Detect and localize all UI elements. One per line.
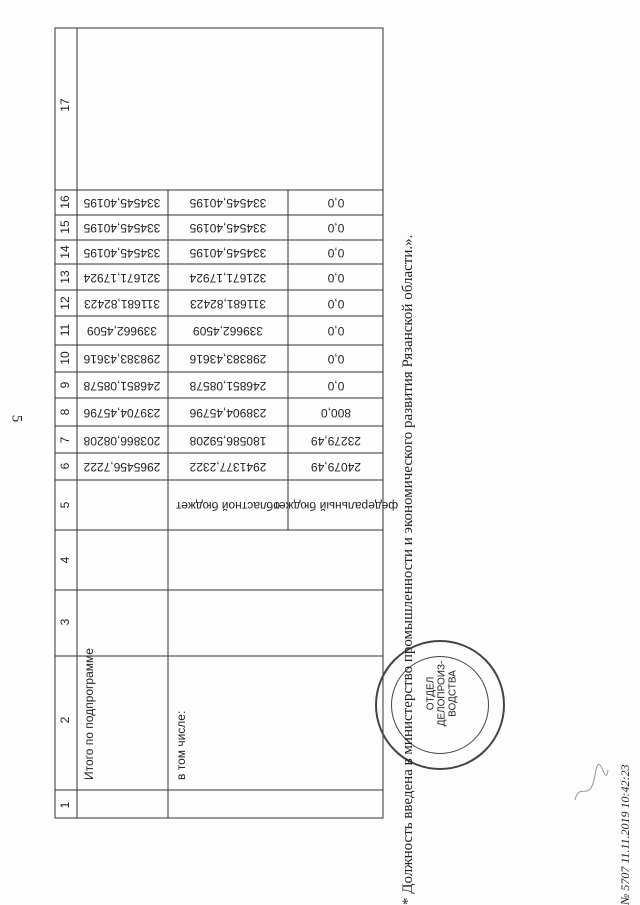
column-number: 9 [58,381,73,389]
column-number: 1 [58,801,73,809]
cell-value: 0,0 [327,323,345,338]
cell-value: 0,0 [327,296,345,311]
table-grid-lines [55,28,383,818]
cell-value: 24079,49 [310,459,362,474]
cell-value: 334545,40195 [189,195,267,210]
registration-number: № 5707 11.11.2019 10:42:23 [618,764,632,905]
cell-value: 339662,4509 [192,323,264,338]
row-label: в том числе: [174,710,189,780]
column-number: 13 [58,270,73,284]
cell-value: 339662,4509 [86,323,158,338]
cell-value: 0,0 [327,220,345,235]
column-number: 15 [58,220,73,234]
column-number: 8 [58,408,73,416]
handwritten-signature [570,760,610,810]
cell-value: 246851,08578 [189,378,267,393]
column-number: 16 [58,195,73,209]
column-number: 4 [58,556,73,564]
cell-value: 239704,45796 [83,405,161,420]
column-number: 6 [58,462,73,470]
column-number: 14 [58,245,73,259]
row-label: Итого по подпрограмме [82,648,97,780]
cell-value: 334545,40195 [189,245,267,260]
registry-stamp [375,640,505,770]
column-number: 5 [58,501,73,509]
cell-value: 0,0 [327,245,345,260]
cell-value: 334545,40195 [189,220,267,235]
cell-value: 298383,43616 [83,351,161,366]
budget-label: федеральный бюджет [273,498,399,513]
cell-value: 0,0 [327,270,345,285]
page-number: 5 [8,414,25,423]
cell-value: 203866,08208 [83,433,161,448]
column-number: 10 [58,351,73,365]
cell-value: 311681,82423 [190,296,266,311]
budget-label: областной бюджет [176,498,280,513]
cell-value: 0,0 [327,378,345,393]
cell-value: 321671,17924 [189,270,267,285]
cell-value: 800,0 [320,405,352,420]
cell-value: 23279,49 [310,433,362,448]
cell-value: 0,0 [327,351,345,366]
stamp-title: ОТДЕЛ ДЕЛОПРОИЗ-ВОДСТВА [425,660,459,727]
cell-value: 238904,45796 [189,405,267,420]
cell-value: 246851,08578 [83,378,161,393]
cell-value: 180586,59208 [189,433,267,448]
cell-value: 0,0 [327,195,345,210]
column-number: 17 [58,98,73,112]
cell-value: 311681,82423 [84,296,160,311]
column-number: 7 [58,436,73,444]
column-number: 2 [58,716,73,724]
cell-value: 334545,40195 [83,195,161,210]
column-number: 12 [58,296,73,310]
cell-value: 2965456,7222 [83,459,161,474]
column-number: 3 [58,618,73,626]
cell-value: 321671,17924 [83,270,161,285]
cell-value: 298383,43616 [189,351,267,366]
cell-value: 334545,40195 [83,245,161,260]
cell-value: 2941377,2322 [189,459,267,474]
cell-value: 334545,40195 [83,220,161,235]
column-number: 11 [58,323,73,337]
footnote: * Должность введена в министерство промышленности и экономического развития Рязанской области.». [400,234,416,905]
